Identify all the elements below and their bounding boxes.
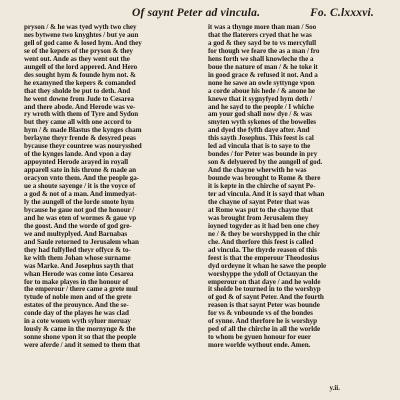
text-line: but they came all with one accord to xyxy=(24,118,132,127)
text-line: was brought from Jerusalem they xyxy=(208,213,309,222)
text-line: for to make playes in the honour of xyxy=(24,277,129,286)
text-line: it is kepte in the chirche of saynt Pe- xyxy=(208,182,316,191)
text-line: feest is that the emperour Theodosius xyxy=(208,253,320,262)
text-line: dyd ordeyne it whan he sawe the people xyxy=(208,261,327,270)
text-line: led ad vincula that is to saye to the xyxy=(208,142,311,151)
text-line: estates of the prouynce. And the se- xyxy=(24,301,129,310)
text-line: gell of god came & losed hym. And they xyxy=(24,38,142,47)
text-line: am your god shall now dye / & was xyxy=(208,110,312,119)
text-line: apparell sate in his throne & made an xyxy=(24,166,136,175)
text-line: a corde aboue his hede / & anone he xyxy=(208,86,316,95)
text-line: bondes / for Peter was bounde in pry xyxy=(208,150,318,159)
text-line: worshyppe the ydoll of Octauyan the xyxy=(208,269,318,278)
text-line: that the flaterers cryed that he was xyxy=(208,30,312,39)
text-line: reason is that saynt Peter was bounde xyxy=(208,301,320,310)
text-line: whan Herode was come into Cesarea xyxy=(24,269,134,278)
text-line: ue a shoute sayenge / it is the voyce of xyxy=(24,182,136,191)
text-line: ter ad vincula. And it is sayd that whan xyxy=(208,190,325,199)
text-line: in a cote wouen wyth syluer meruay xyxy=(24,317,131,326)
signature-mark: y.ii. xyxy=(329,384,340,392)
text-line: knewe that it sygnyfyed hym deth / xyxy=(208,94,312,103)
text-line: pryson / & he was tyed wyth two chey xyxy=(24,24,137,31)
text-line: were aferde / and it semed to them that xyxy=(24,341,141,350)
text-line: a god & not of a man. And immedyat- xyxy=(24,190,137,199)
right-column xyxy=(208,24,378,350)
text-line: emperour on that daye / and he wolde xyxy=(208,277,321,286)
text-line: went out. Ande as they went out the xyxy=(24,54,130,63)
text-line: lously & came in the mornynge & the xyxy=(24,325,136,334)
text-line: he went downe from Jude to Cesarea xyxy=(24,94,134,103)
text-line: at Rome was put to the chayne that xyxy=(208,205,313,214)
text-line: the goost. And the worde of god gre- xyxy=(24,221,132,230)
text-line: in good grace & refused it not. And a xyxy=(208,70,318,79)
text-line: more worlde wythout ende. Amen. xyxy=(208,341,311,350)
text-line: nes bytwene two knyghtes / but ye aun xyxy=(24,30,139,39)
text-line: and he was eten of wormes & gaue vp xyxy=(24,213,137,222)
running-title: Of saynt Peter ad vincula. xyxy=(132,7,261,19)
text-line: conde day of the playes he was clad xyxy=(24,309,129,318)
text-line: it was a thynge more than man / Soo xyxy=(208,24,317,31)
running-header xyxy=(24,6,378,22)
text-columns xyxy=(24,24,378,350)
text-line: this sayth Josephus. This feest is cal xyxy=(208,134,314,143)
text-line: berlayne theyr frende & desyred peas xyxy=(24,134,136,143)
text-line: sonne shone vpon it so that the people xyxy=(24,333,137,342)
text-line: ne / & they be worshypped in the chir xyxy=(208,229,321,238)
text-line: ioyned togyder as it had ben one chey xyxy=(208,221,320,230)
text-line: boue the nature of man / & he toke it xyxy=(208,62,318,71)
text-line: they had fulfylled theyr offyce & to- xyxy=(24,245,131,254)
text-line: was Marke. And Josephus sayth that xyxy=(24,261,134,270)
text-line: hens forth we shall knowleche the a xyxy=(208,54,314,63)
left-column xyxy=(24,24,194,350)
text-line: che. And therfore this feest is called xyxy=(208,237,314,246)
text-line: ped of all the chirche in all the worlde xyxy=(208,325,321,334)
text-line: tytude of noble men and of the grete xyxy=(24,293,132,302)
text-line: hym / & made Blastus the kynges cham xyxy=(24,126,142,135)
text-line: and there abode. And Herode was ve- xyxy=(24,102,136,111)
text-line: ke with them Johan whose surname xyxy=(24,253,131,262)
text-line: that they sholde be put to deth. And xyxy=(24,86,131,95)
text-line: bycause he gaue not god the honour / xyxy=(24,205,135,214)
text-line: ry wroth with them of Tyre and Sydon xyxy=(24,110,139,119)
text-line: And the chayne wherwith he was xyxy=(208,166,307,175)
text-line: ly the aungell of the lorde smote hym xyxy=(24,197,134,206)
text-line: aungell of the lord appered. And Hero xyxy=(24,62,138,71)
text-line: of god & of saynt Peter. And the fourth xyxy=(208,293,324,302)
text-line: and dyed the fyfth daye after. And xyxy=(208,126,310,135)
text-line: he examyned the kepers & comanded xyxy=(24,78,136,87)
text-line: the chayne of saynt Peter that was xyxy=(208,197,310,206)
text-line: of the kynges lande. And vpon a day xyxy=(24,150,132,159)
text-line: bycause theyr countree was nourysshed xyxy=(24,142,142,151)
text-line: smyten wyth sykenes of the bowelles xyxy=(208,118,317,127)
text-line: appoynted Herode arayed in royall xyxy=(24,158,129,167)
text-line: bounde was brought to Rome & there xyxy=(208,174,321,183)
folio-number: Fo. C.lxxxvi. xyxy=(310,7,374,19)
text-line: of synne. And therfore he is worshyp xyxy=(208,317,318,326)
text-line: for vs & vnbounde vs of the bondes xyxy=(208,309,313,318)
text-line: for though we feare the as a man / fro xyxy=(208,46,320,55)
text-line: to whom be gyuen honour for euer xyxy=(208,333,311,342)
text-line: des sought hym & founde hym not. & xyxy=(24,70,136,79)
text-line: se of the kepers of the pryson & they xyxy=(24,46,133,55)
text-line: and Saule retorned to Jerusalem whan xyxy=(24,237,139,246)
text-line: none he sawe an owle syttynge vpon xyxy=(208,78,315,87)
text-line: we and multyplyed. And Barnabas xyxy=(24,229,128,238)
text-line: the emperour / there came a grete mul xyxy=(24,285,138,294)
text-line: and he sayd to the people / I whiche xyxy=(208,102,314,111)
text-line: ad vincula. The thyrde reason of this xyxy=(208,245,317,254)
text-line: it sholde be tourned in to the worshyp xyxy=(208,285,321,294)
text-line: son & delyuered by the aungell of god. xyxy=(208,158,323,167)
text-line: oracyon vnto them. And the people ga- xyxy=(24,174,139,183)
text-line: a god & they sayd be to vs mercyfull xyxy=(208,38,317,47)
